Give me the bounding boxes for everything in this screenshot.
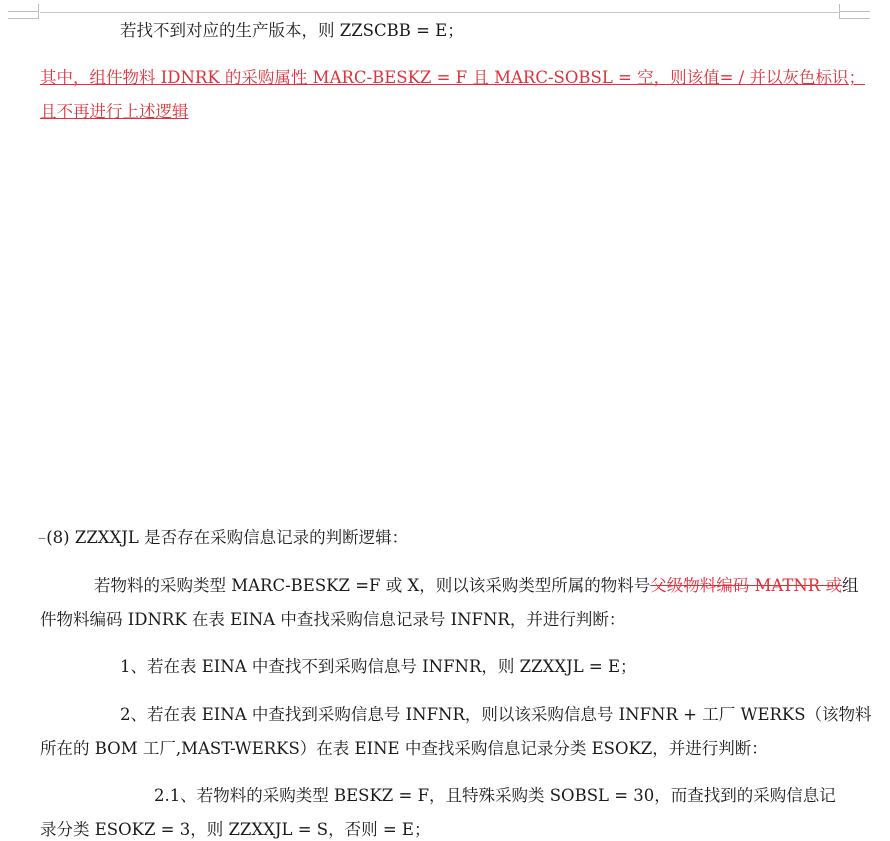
paragraph-text-a: 若物料的采购类型 MARC-BESKZ =F 或 X，则以该采购类型所属的物料号 bbox=[94, 576, 651, 595]
text-line-production-version: 若找不到对应的生产版本，则 ZZSCBB = E； bbox=[120, 21, 464, 40]
list-item-2-1-line-1: 2.1、若物料的采购类型 BESKZ = F，且特殊采购类 SOBSL = 30，而查找到的采购信息记 bbox=[154, 786, 836, 805]
margin-corner-mark-left bbox=[8, 4, 39, 19]
list-item-1: 1、若在表 EINA 中查找不到采购信息号 INFNR，则 ZZXXJL = E； bbox=[120, 657, 637, 676]
revision-inserted-line-1: 其中，组件物料 IDNRK 的采购属性 MARC-BESKZ = F 且 MARC-SOBSL = 空，则该值= / 并以灰色标识； bbox=[40, 68, 865, 87]
section-heading bbox=[38, 527, 408, 549]
list-item-2-line-2: 所在的 BOM 工厂,MAST-WERKS）在表 EINE 中查找采购信息记录分类 ESOKZ，并进行判断： bbox=[40, 739, 768, 758]
paragraph-line-1 bbox=[94, 575, 858, 597]
revision-inserted-line-2: 且不再进行上述逻辑 bbox=[40, 102, 189, 121]
revision-deleted-text: 父级物料编码 MATNR 或 bbox=[650, 576, 842, 595]
list-item-2-line-1: 2、若在表 EINA 中查找到采购信息号 INFNR，则以该采购信息号 INFNR + 工厂 WERKS（该物料 bbox=[120, 705, 872, 724]
list-item-2-1-line-2: 录分类 ESOKZ = 3，则 ZZXXJL = S，否则 = E； bbox=[40, 820, 431, 839]
paragraph-line-2: 件物料编码 IDNRK 在表 EINA 中查找采购信息记录号 INFNR，并进行判断： bbox=[40, 610, 626, 629]
paragraph-text-b: 组 bbox=[841, 576, 859, 595]
section-marker: – bbox=[38, 528, 47, 547]
header-rule bbox=[40, 12, 840, 13]
margin-corner-mark-right bbox=[839, 4, 870, 19]
section-heading-text: (8) ZZXXJL 是否存在采购信息记录的判断逻辑： bbox=[46, 528, 409, 547]
